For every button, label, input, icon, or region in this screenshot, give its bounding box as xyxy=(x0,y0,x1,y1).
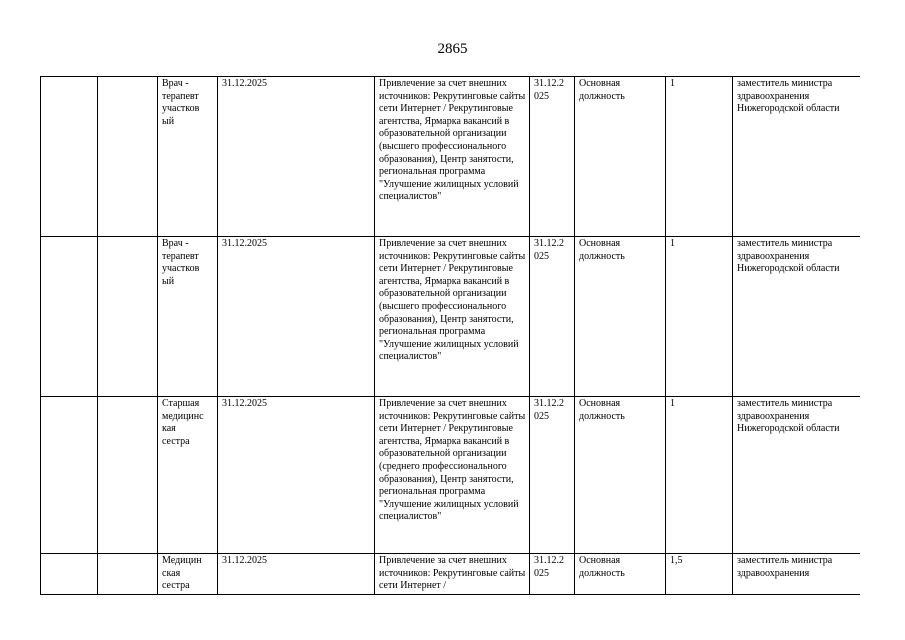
rate-cell: 1 xyxy=(666,397,733,554)
responsible-cell: заместитель министра здравоохранения xyxy=(733,554,861,596)
rate-cell: 1,5 xyxy=(666,554,733,596)
recruitment-method-cell: Привлечение за счет внешних источников: Рекрутинговые сайты сети Интернет / xyxy=(375,554,530,596)
position-cell: Врач - терапевт участков ый xyxy=(158,77,218,237)
deadline-cell: 31.12.2 025 xyxy=(530,554,575,596)
recruitment-method-cell: Привлечение за счет внешних источников: Рекрутинговые сайты сети Интернет / Рекрутинговые агентства, Ярмарка вакансий в образовательной организации (высшего профессионального образования), Центр занятости, региональная программа "Улучшение жилищных условий специалистов" xyxy=(375,237,530,397)
date-cell: 31.12.2025 xyxy=(218,554,375,596)
responsible-cell: заместитель министра здравоохранения Нижегородской области xyxy=(733,237,861,397)
responsible-cell: заместитель министра здравоохранения Нижегородской области xyxy=(733,397,861,554)
empty-cell xyxy=(98,397,158,554)
empty-cell xyxy=(98,77,158,237)
empty-cell xyxy=(41,554,98,596)
table-row xyxy=(41,237,861,397)
position-cell: Медицин ская сестра xyxy=(158,554,218,596)
job-type-cell: Основная должность xyxy=(575,237,666,397)
table-row xyxy=(41,77,861,237)
empty-cell xyxy=(41,77,98,237)
deadline-cell: 31.12.2 025 xyxy=(530,237,575,397)
responsible-cell: заместитель министра здравоохранения Нижегородской области xyxy=(733,77,861,237)
position-cell: Врач - терапевт участков ый xyxy=(158,237,218,397)
deadline-cell: 31.12.2 025 xyxy=(530,77,575,237)
rate-cell: 1 xyxy=(666,237,733,397)
job-type-cell: Основная должность xyxy=(575,554,666,596)
table-row xyxy=(41,397,861,554)
recruitment-method-cell: Привлечение за счет внешних источников: Рекрутинговые сайты сети Интернет / Рекрутинговые агентства, Ярмарка вакансий в образовательной организации (среднего профессионального образования), Центр занятости, региональная программа "Улучшение жилищных условий специалистов" xyxy=(375,397,530,554)
job-type-cell: Основная должность xyxy=(575,397,666,554)
job-type-cell: Основная должность xyxy=(575,77,666,237)
deadline-cell: 31.12.2 025 xyxy=(530,397,575,554)
empty-cell xyxy=(41,397,98,554)
table-row xyxy=(41,554,861,596)
position-cell: Старшая медицинс кая сестра xyxy=(158,397,218,554)
empty-cell xyxy=(98,554,158,596)
page-number: 2865 xyxy=(437,41,468,57)
date-cell: 31.12.2025 xyxy=(218,237,375,397)
staffing-table xyxy=(40,76,860,595)
empty-cell xyxy=(41,237,98,397)
recruitment-method-cell: Привлечение за счет внешних источников: Рекрутинговые сайты сети Интернет / Рекрутинговые агентства, Ярмарка вакансий в образовательной организации (высшего профессионального образования), Центр занятости, региональная программа "Улучшение жилищных условий специалистов" xyxy=(375,77,530,237)
table-body xyxy=(41,77,861,596)
date-cell: 31.12.2025 xyxy=(218,77,375,237)
empty-cell xyxy=(98,237,158,397)
date-cell: 31.12.2025 xyxy=(218,397,375,554)
staffing-table-container xyxy=(40,76,860,595)
rate-cell: 1 xyxy=(666,77,733,237)
